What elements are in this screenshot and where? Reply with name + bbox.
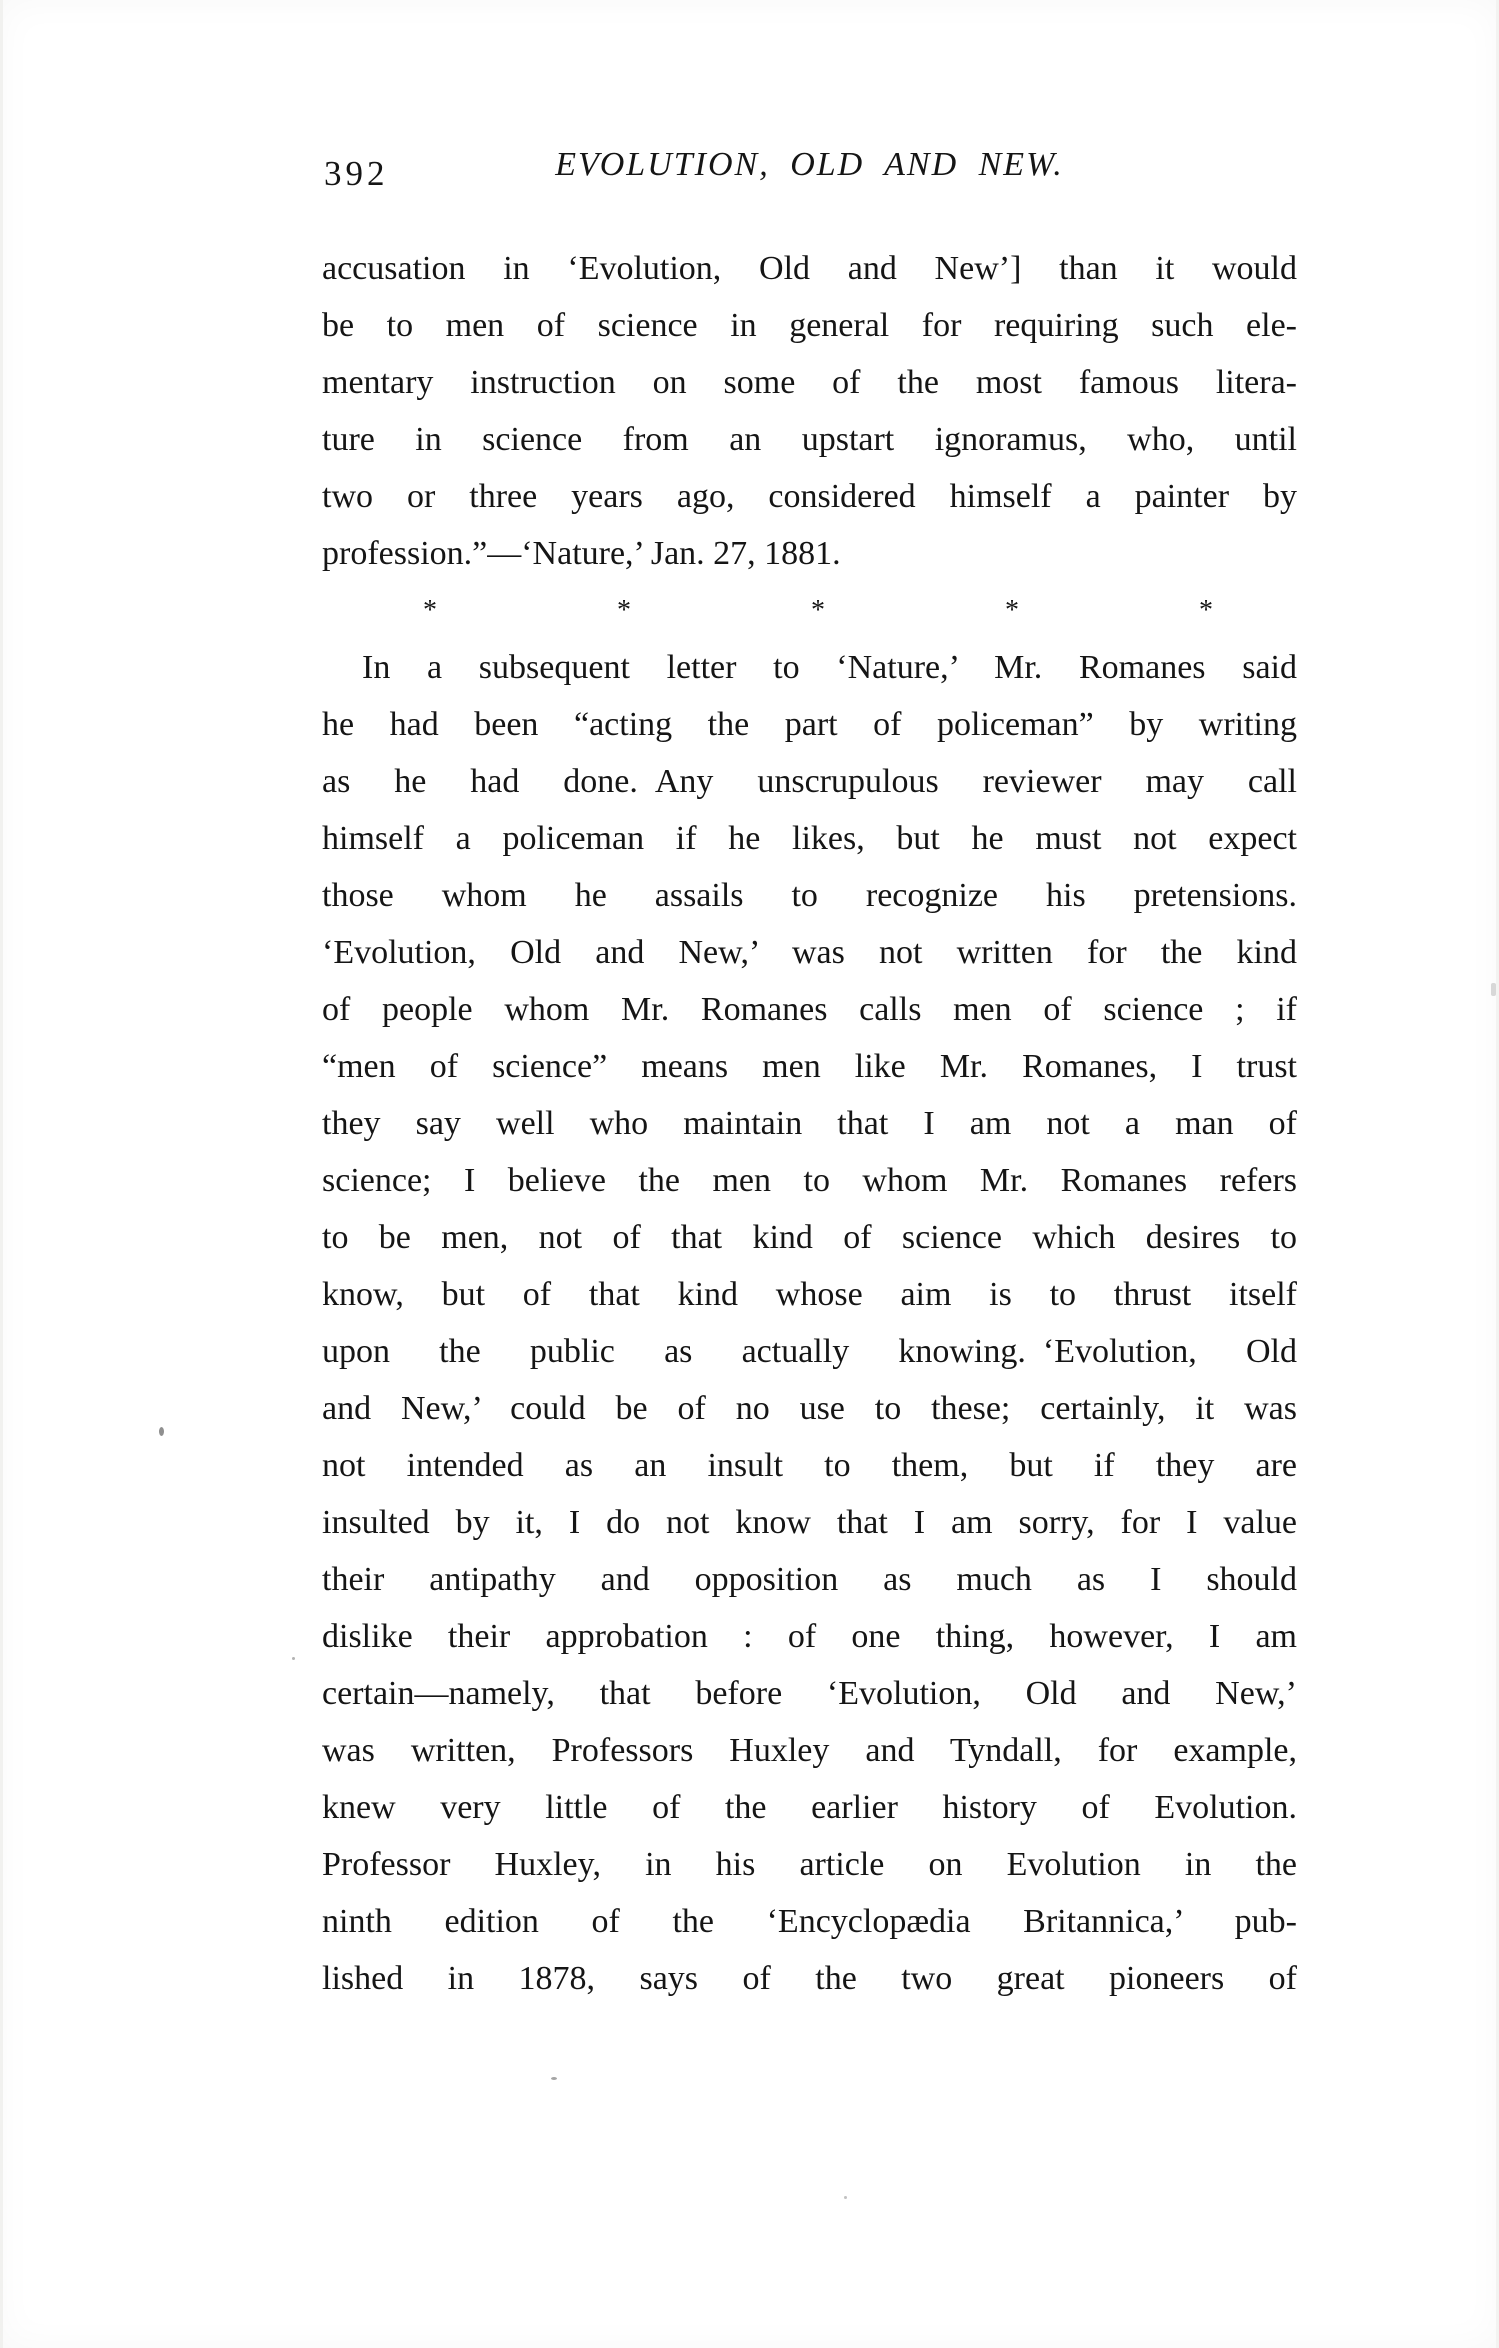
text-line: insulted by it, I do not know that I am sorry, for I value <box>322 1504 1297 1541</box>
asterisk-icon: * <box>1199 594 1213 626</box>
text-line: lished in 1878, says of the two great pioneers of <box>322 1960 1297 1997</box>
text-line: mentary instruction on some of the most famous litera- <box>322 364 1297 401</box>
text-line: ‘Evolution, Old and New,’ was not written for the kind <box>322 934 1297 971</box>
scan-speck <box>844 2196 847 2199</box>
text-line: upon the public as actually knowing. ‘Evolution, Old <box>322 1333 1297 1370</box>
text-line: himself a policeman if he likes, but he must not expect <box>322 820 1297 857</box>
page-body <box>322 240 1297 2007</box>
text-line: he had been “acting the part of policeman” by writing <box>322 706 1297 743</box>
asterisk-icon: * <box>423 594 437 626</box>
text-line: certain—namely, that before ‘Evolution, Old and New,’ <box>322 1675 1297 1712</box>
asterisk-icon: * <box>617 594 631 626</box>
text-line: ninth edition of the ‘Encyclopædia Britannica,’ pub- <box>322 1903 1297 1940</box>
running-title: EVOLUTION, OLD AND NEW. <box>555 146 1064 183</box>
text-line: of people whom Mr. Romanes calls men of science ; if <box>322 991 1297 1028</box>
text-line: was written, Professors Huxley and Tyndall, for example, <box>322 1732 1297 1769</box>
scan-speck <box>1491 983 1496 996</box>
text-line: as he had done. Any unscrupulous reviewer may call <box>322 763 1297 800</box>
text-line: know, but of that kind whose aim is to thrust itself <box>322 1276 1297 1313</box>
text-line: their antipathy and opposition as much as I should <box>322 1561 1297 1598</box>
body-paragraph <box>322 639 1297 2007</box>
scan-speck <box>159 1427 164 1436</box>
asterisk-icon: * <box>811 594 825 626</box>
text-line: to be men, not of that kind of science which desires to <box>322 1219 1297 1256</box>
text-line: profession.”—‘Nature,’ Jan. 27, 1881. <box>322 535 841 572</box>
scan-edge-left <box>0 0 3 2348</box>
text-line: those whom he assails to recognize his pretensions. <box>322 877 1297 914</box>
running-header <box>322 146 1297 196</box>
text-line: and New,’ could be of no use to these; certainly, it was <box>322 1390 1297 1427</box>
page-number: 392 <box>324 154 389 193</box>
text-line: dislike their approbation : of one thing, however, I am <box>322 1618 1297 1655</box>
text-line: two or three years ago, considered himself a painter by <box>322 478 1297 515</box>
text-line: ture in science from an upstart ignoramus, who, until <box>322 421 1297 458</box>
text-line: they say well who maintain that I am not a man of <box>322 1105 1297 1142</box>
asterisk-icon: * <box>1005 594 1019 626</box>
text-line: Professor Huxley, in his article on Evolution in the <box>322 1846 1297 1883</box>
text-line: In a subsequent letter to ‘Nature,’ Mr. Romanes said <box>362 649 1297 686</box>
text-line: knew very little of the earlier history of Evolution. <box>322 1789 1297 1826</box>
scan-speck <box>551 2077 557 2080</box>
scan-speck <box>292 1657 295 1660</box>
quoted-passage <box>322 240 1297 582</box>
text-line: not intended as an insult to them, but if they are <box>322 1447 1297 1484</box>
text-line: be to men of science in general for requiring such ele- <box>322 307 1297 344</box>
text-line: accusation in ‘Evolution, Old and New’] than it would <box>322 250 1297 287</box>
asterisk-separator <box>322 582 1297 639</box>
text-line: science; I believe the men to whom Mr. Romanes refers <box>322 1162 1297 1199</box>
text-line: “men of science” means men like Mr. Romanes, I trust <box>322 1048 1297 1085</box>
